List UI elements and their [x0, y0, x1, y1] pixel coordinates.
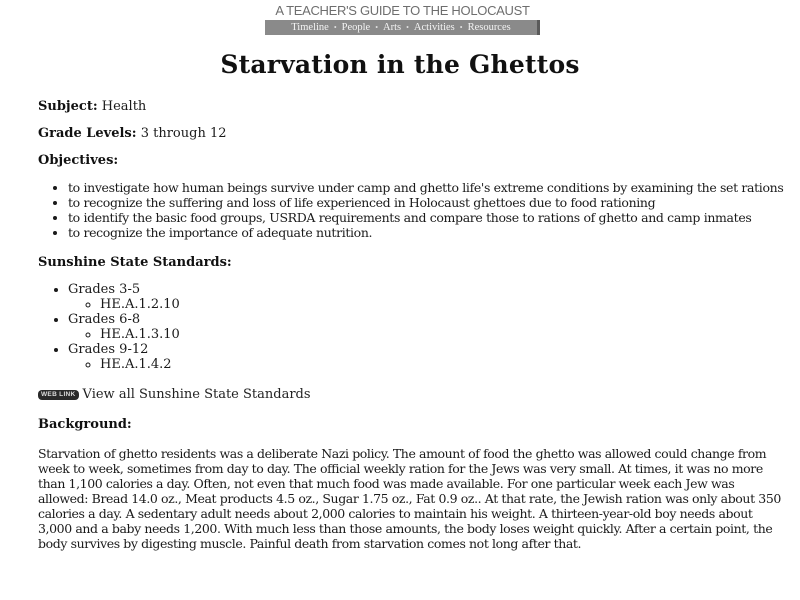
standards-code: ◦ HE.A.1.3.10	[100, 327, 793, 342]
standards-list	[38, 282, 793, 372]
site-banner	[265, 3, 540, 35]
nav-separator: •	[333, 23, 337, 32]
background-paragraph: Starvation of ghetto residents was a deliberate Nazi policy. The amount of food the ghetto was allowed could change from week to week, sometimes from day to day. The official weekly ration for the Jews was very small. At times, it was no more than 1,100 calories a day. Often, not even that much food was made available. For one particular week each Jew was allowed: Bread 14.0 oz., Meat products 4.5 oz., Sugar 1.75 oz., Fat 0.9 oz.. At that rate, the Jewish ration was only about 350 calories a day. A sedentary adult needs about 2,000 calories to maintain his weight. A thirteen-year-old boy needs about 3,000 and a baby needs 1,200. With much less than those amounts, the body loses weight quickly. After a certain point, the body survives by digesting muscle. Painful death from starvation comes not long after that.	[38, 446, 781, 551]
nav-separator: •	[406, 23, 409, 32]
lesson-content	[38, 98, 793, 551]
view-standards-link-text[interactable]: View all Sunshine State Standards	[82, 387, 311, 402]
grade-levels-label: Grade Levels:	[38, 126, 137, 141]
objective-item: • to recognize the importance of adequate nutrition.	[68, 225, 793, 240]
standards-code-list	[68, 357, 793, 372]
standards-grade-item	[68, 342, 793, 372]
site-nav	[265, 20, 540, 35]
standards-grade-label: Grades 9-12	[68, 342, 149, 357]
web-link-icon: WEB LINK	[38, 390, 79, 400]
grade-levels-field	[38, 125, 793, 152]
standards-grade-item	[68, 312, 793, 342]
standards-grade-label: Grades 6-8	[68, 312, 141, 327]
objective-item: • to investigate how human beings survive under camp and ghetto life's extreme conditions by examining the set rations	[68, 180, 793, 195]
objective-item: • to identify the basic food groups, USRDA requirements and compare those to rations of ghetto and camp inmates	[68, 210, 793, 225]
nav-separator: •	[459, 23, 463, 32]
nav-arts[interactable]: Arts	[383, 22, 402, 33]
grade-levels-value: 3 through 12	[140, 126, 227, 141]
standards-heading: Sunshine State Standards:	[38, 255, 232, 270]
background-heading: Background:	[38, 417, 132, 432]
standards-grade-item	[68, 282, 793, 312]
subject-field	[38, 98, 793, 125]
nav-separator: •	[375, 23, 379, 32]
standards-grade-label: Grades 3-5	[68, 282, 141, 297]
nav-activities[interactable]: Activities	[413, 22, 455, 33]
standards-code-list	[68, 297, 793, 312]
standards-code: ◦ HE.A.1.2.10	[100, 297, 793, 312]
objectives-list	[38, 180, 793, 240]
subject-value: Health	[101, 99, 147, 114]
nav-people[interactable]: People	[341, 22, 371, 33]
standards-code-list	[68, 327, 793, 342]
view-standards-link[interactable]	[38, 386, 793, 404]
site-title[interactable]: A TEACHER'S GUIDE TO THE HOLOCAUST	[275, 3, 530, 18]
page-title: Starvation in the Ghettos	[220, 50, 580, 79]
objective-item: • to recognize the suffering and loss of life experienced in Holocaust ghettoes due to food rationing	[68, 195, 793, 210]
subject-label: Subject:	[38, 99, 98, 114]
standards-code: ◦ HE.A.1.4.2	[100, 357, 793, 372]
nav-resources[interactable]: Resources	[467, 22, 511, 33]
nav-timeline[interactable]: Timeline	[291, 22, 329, 33]
objectives-heading: Objectives:	[38, 153, 119, 168]
